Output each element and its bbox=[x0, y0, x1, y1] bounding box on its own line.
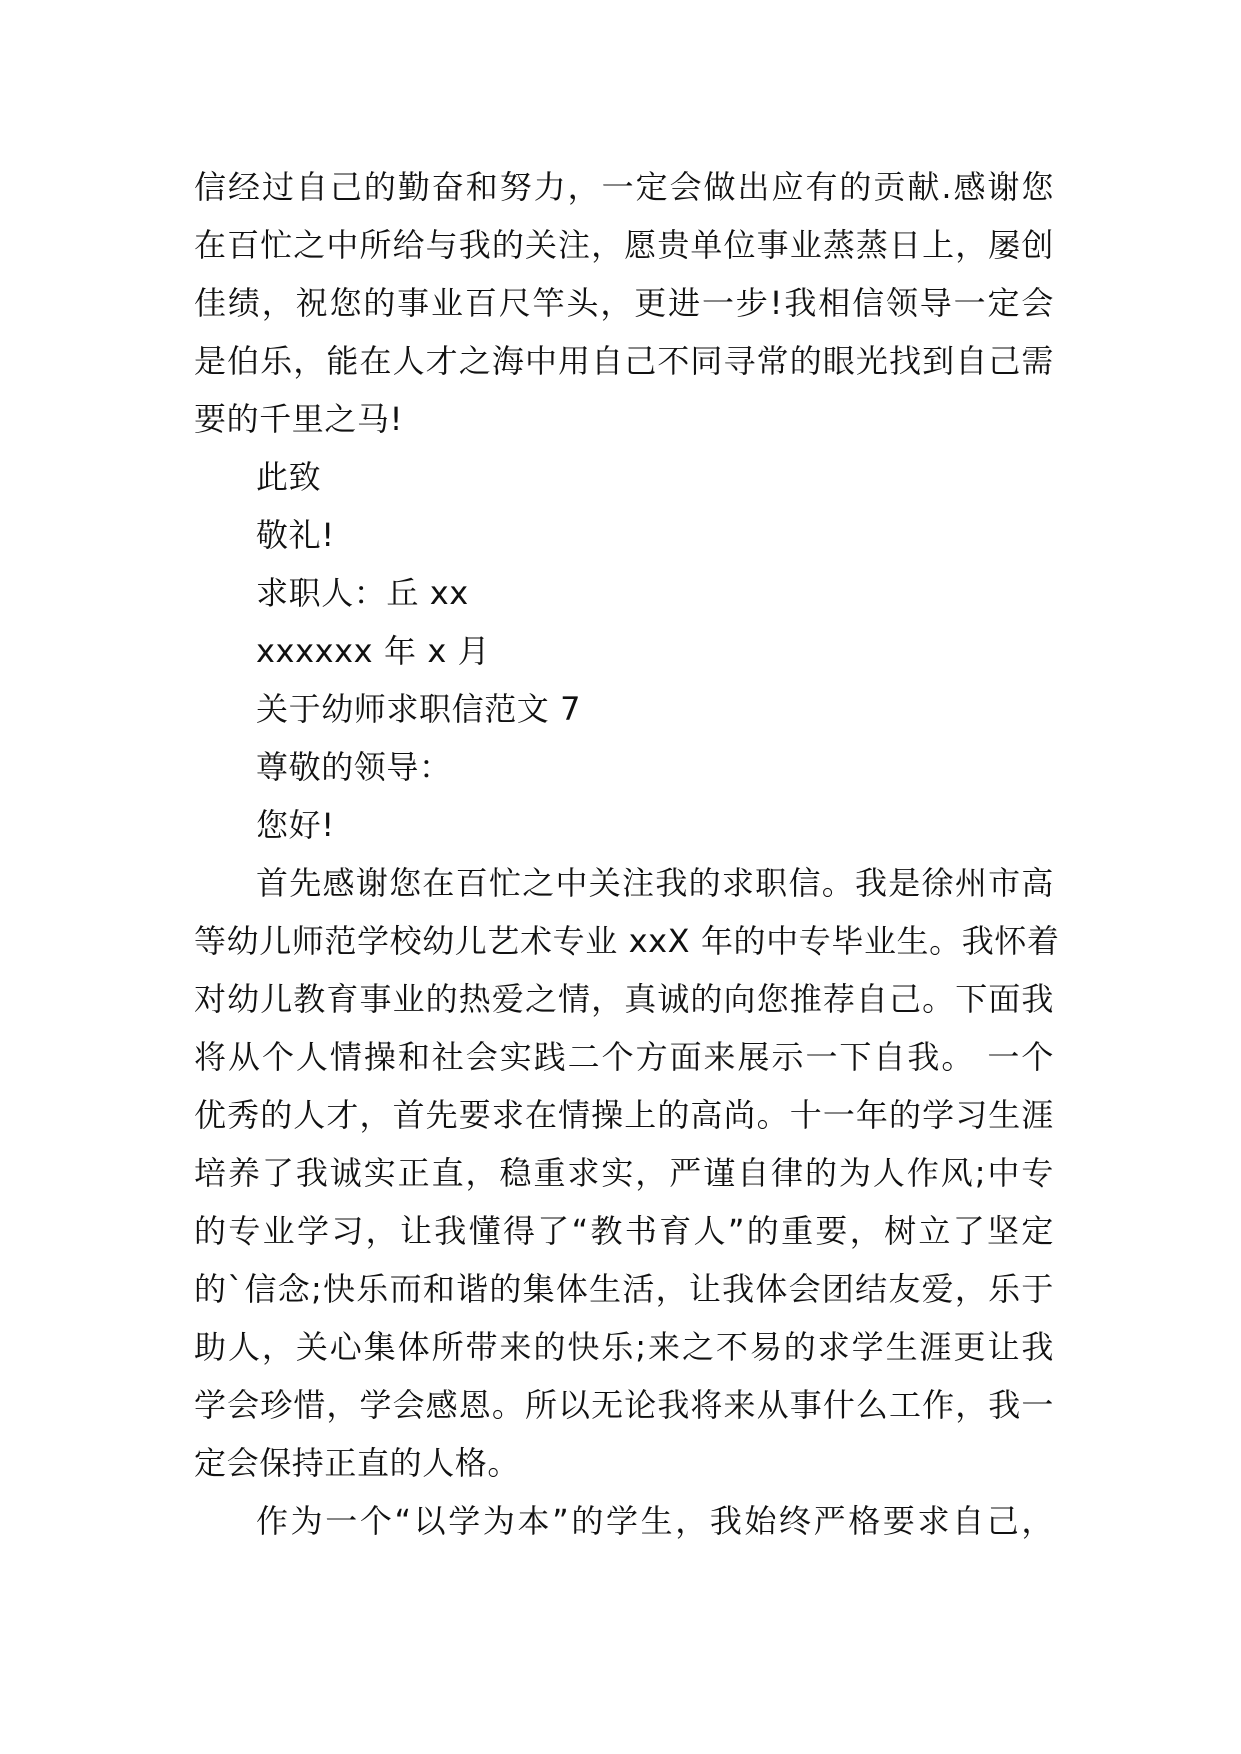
text-line: 是伯乐，能在人才之海中用自己不同寻常的眼光找到自己需 bbox=[194, 342, 1054, 380]
text-line: 的专业学习，让我懂得了“教书育人”的重要，树立了坚定 bbox=[194, 1212, 1054, 1250]
paragraph-first-line: 作为一个“以学为本”的学生，我始终严格要求自己， bbox=[256, 1502, 1054, 1540]
closing-regards: 敬礼! bbox=[256, 516, 335, 554]
paragraph-first-line: 首先感谢您在百忙之中关注我的求职信。我是徐州市高 bbox=[256, 864, 1054, 902]
text-line: 助人，关心集体所带来的快乐;来之不易的求学生涯更让我 bbox=[194, 1328, 1054, 1366]
closing-salutation: 此致 bbox=[256, 458, 322, 496]
signature-date: xxxxxx 年 x 月 bbox=[256, 632, 491, 670]
text-line: 在百忙之中所给与我的关注，愿贵单位事业蒸蒸日上，屡创 bbox=[194, 226, 1054, 264]
text-line: 对幼儿教育事业的热爱之情，真诚的向您推荐自己。下面我 bbox=[194, 980, 1054, 1018]
text-line: 培养了我诚实正直，稳重求实，严谨自律的为人作风;中专 bbox=[194, 1154, 1054, 1192]
text-line: 要的千里之马! bbox=[194, 400, 404, 438]
greeting-recipient: 尊敬的领导： bbox=[256, 748, 452, 786]
section-title: 关于幼师求职信范文 7 bbox=[256, 690, 582, 728]
text-line: 学会珍惜，学会感恩。所以无论我将来从事什么工作，我一 bbox=[194, 1386, 1054, 1424]
text-line: 信经过自己的勤奋和努力，一定会做出应有的贡献.感谢您 bbox=[194, 168, 1054, 206]
text-line: 优秀的人才，首先要求在情操上的高尚。十一年的学习生涯 bbox=[194, 1096, 1054, 1134]
greeting-hello: 您好! bbox=[256, 806, 335, 844]
text-line: 将从个人情操和社会实践二个方面来展示一下自我。 一个 bbox=[194, 1038, 1054, 1076]
text-line: 等幼儿师范学校幼儿艺术专业 xxX 年的中专毕业生。我怀着 bbox=[194, 922, 1060, 960]
text-line: 定会保持正直的人格。 bbox=[194, 1444, 521, 1482]
text-line: 的`信念;快乐而和谐的集体生活，让我体会团结友爱，乐于 bbox=[194, 1270, 1054, 1308]
signature-name: 求职人：丘 xx bbox=[256, 574, 469, 612]
text-line: 佳绩，祝您的事业百尺竿头，更进一步!我相信领导一定会 bbox=[194, 284, 1054, 322]
